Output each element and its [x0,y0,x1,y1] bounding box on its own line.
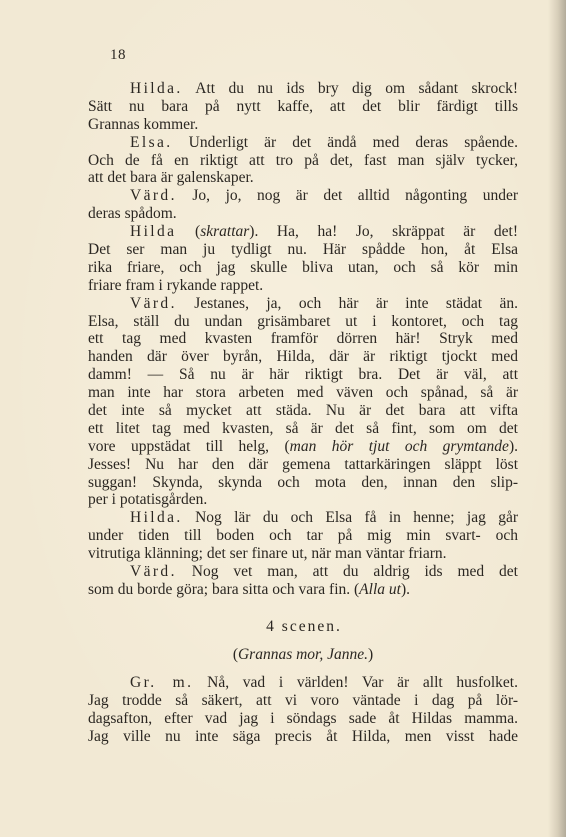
line-text: suggan! Skynda, skynda och mota den, innan den slip- [88,473,518,491]
text-line [88,348,518,366]
text-line [88,134,518,152]
line-text: Underligt är det ändå med deras spående. [172,133,518,151]
speaker-name: Hilda [130,223,177,241]
speech-paragraph [88,563,518,599]
cast-close-paren: ) [368,645,374,663]
line-text: friare fram i rykande rappet. [88,276,264,294]
text-line [88,223,518,241]
line-text: Nog vet man, att du aldrig ids med det [176,563,518,581]
line-text: rika friare, och jag skulle bliva utan, och så kör min [88,258,518,276]
text-line [88,527,518,545]
text-line [88,98,518,116]
text-line [88,692,518,710]
line-text: ). Ha, ha! Jo, skräppat är det! [249,223,518,241]
line-text: ). [400,580,410,598]
line-text: Jo, jo, nog är det alltid någonting under [176,187,518,205]
text-line [88,187,518,205]
text-line [88,491,518,509]
speech-paragraph [88,187,518,223]
text-block [88,80,518,745]
line-text: Jesses! Nu har den där gemena tattarkäringen släppt löst [88,455,518,473]
line-text: vitrutiga klänning; det ser finare ut, när man väntar friarn. [88,545,447,563]
line-text: ( [176,223,201,241]
text-line [88,205,518,223]
line-text: damm! — Så nu är här riktigt bra. Det är väl, att [88,366,518,384]
text-line [88,259,518,277]
text-line [88,384,518,402]
text-line [88,313,518,331]
speech-paragraph [88,295,518,510]
text-line [88,509,518,527]
text-line [88,402,518,420]
line-text: Sätt nu bara på nytt kaffe, att det blir färdigt tills [88,97,518,115]
line-text: deras spådom. [88,205,177,223]
line-text: Och de få en riktigt att tro på det, fast man själv tycker, [88,151,518,169]
text-line [88,438,518,456]
speaker-name: Värd. [130,563,177,581]
text-line [88,169,518,187]
text-line [88,420,518,438]
text-line [88,80,518,98]
line-text: Att du nu ids bry dig om sådant skrock! [182,80,518,97]
text-line [88,295,518,313]
line-text: per i potatisgården. [88,491,208,509]
cast-names: Grannas mor, Janne. [237,645,369,663]
text-line [88,116,518,134]
line-text: det inte så mycket att städa. Nu är det bara att vifta [88,402,518,420]
stage-direction: Alla ut [359,580,401,598]
text-line [88,545,518,563]
speech-paragraph [88,674,518,746]
text-line [88,674,518,692]
scene-3-dialogue [88,80,518,599]
text-line [88,277,518,295]
line-text: Elsa, ställ du undan grisämbaret ut i kontoret, och tag [88,312,518,330]
text-line [88,152,518,170]
speaker-name: Värd. [130,294,177,312]
line-text: handen där över byrån, Hilda, där är riktigt tjockt med [88,348,518,366]
speaker-name: Hilda. [130,80,183,97]
stage-direction: skrattar [200,223,250,241]
line-text: Nå, vad i världen! Var är allt husfolket. [193,673,518,691]
speech-paragraph [88,134,518,188]
text-line [88,728,518,746]
line-text: dagsafton, efter vad jag i söndags sade åt Hildas mamma. [88,709,518,727]
text-line [88,330,518,348]
speaker-name: Gr. m. [130,673,194,691]
text-line [88,710,518,728]
line-text: ). [508,437,518,455]
line-text: Jestanes, ja, och här är inte städat än. [176,294,518,312]
speech-paragraph [88,223,518,295]
scene-heading: 4 scenen. [266,617,342,635]
speech-paragraph [88,80,518,134]
line-text: Det ser man ju tydligt nu. Här spådde hon, åt Elsa [88,241,518,259]
speaker-name: Värd. [130,187,177,205]
line-text: ett tag med kvasten framför dörren här! Stryk med [88,330,518,348]
line-text: som du borde göra; bara sitta och vara fin. ( [88,580,360,598]
speaker-name: Elsa. [130,133,173,151]
line-text: vore uppstädat till helg, ( [88,437,290,455]
text-line [88,474,518,492]
text-line [88,366,518,384]
text-line [88,241,518,259]
line-text: under tiden till boden och tar på mig min svart- och [88,527,518,545]
cast-list [88,646,518,664]
line-text: att det bara är galenskaper. [88,169,254,187]
line-text: man inte har stora arbeten med väven och spånad, så är [88,384,518,402]
line-text: Jag ville nu inte säga precis åt Hilda, men visst hade [88,727,518,745]
line-text: Nog lär du och Elsa få in henne; jag går [182,509,518,527]
text-line [88,581,518,599]
line-text: Jag trodde så säkert, att vi voro väntade i dag på lör- [88,691,518,709]
speaker-name: Hilda. [130,509,183,527]
page-number: 18 [110,47,126,63]
scene-4-dialogue [88,674,518,746]
speech-paragraph [88,509,518,563]
cast-open-paren: ( [232,645,238,663]
text-line [88,563,518,581]
stage-direction: man hör tjut och grymtande [289,437,509,455]
text-line [88,456,518,474]
line-text: ett litet tag med kvasten, så är det så fint, som om det [88,419,518,437]
line-text: Grannas kommer. [88,115,199,133]
